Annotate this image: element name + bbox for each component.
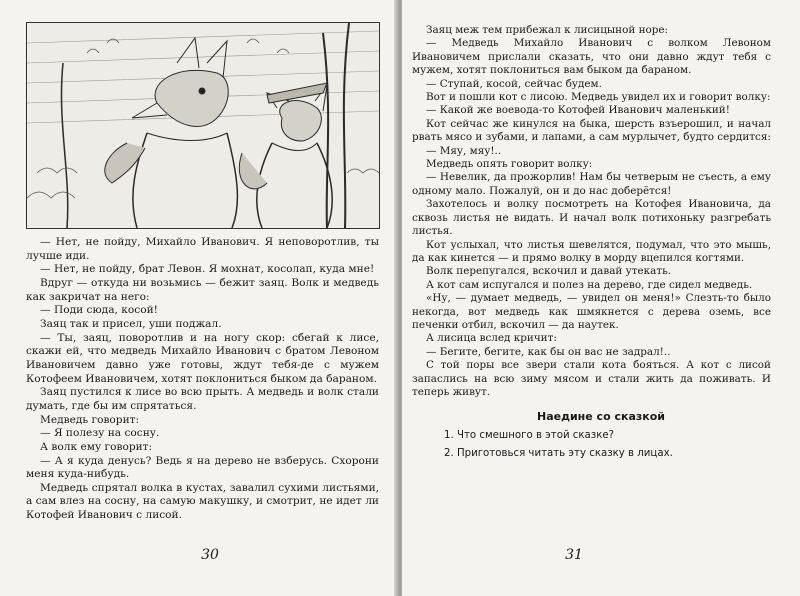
- task-item: 1. Что смешного в этой сказке?: [444, 430, 615, 441]
- page-number-right: 31: [565, 547, 583, 563]
- paragraph: Кот сейчас же кинулся на быка, шерсть взъерошил, и начал рвать мясо и зубами, и лапами, а сам мурлычет, будто сердится:: [412, 117, 771, 144]
- paragraph: Медведь опять говорит волку:: [426, 158, 593, 171]
- paragraph: — Нет, не пойду, Михайло Иванович. Я неповоротлив, ты лучше иди.: [26, 236, 379, 262]
- paragraph: А волк ему говорит:: [40, 440, 153, 453]
- paragraph: — Нет, не пойду, брат Левон. Я мохнат, косолап, куда мне!: [40, 263, 375, 276]
- paragraph: А кот сам испугался и полез на дерево, где сидел медведь.: [426, 278, 753, 291]
- section-heading: Наедине со сказкой: [536, 410, 665, 423]
- paragraph: — А я куда денусь? Ведь я на дерево не взберусь. Схорони меня куда-нибудь.: [26, 454, 379, 481]
- paragraph: — Я полезу на сосну.: [40, 427, 160, 440]
- paragraph: — Какой же воевода-то Котофей Иванович маленький!: [426, 104, 730, 117]
- paragraph: — Поди сюда, косой!: [40, 304, 158, 317]
- paragraph: Кот услыхал, что листья шевелятся, подумал, что это мышь, да как кинется — и прямо волку в морду вцепился когтями.: [412, 238, 771, 264]
- illustration-wolf-and-cat: [26, 22, 380, 229]
- paragraph: Медведь говорит:: [40, 413, 140, 426]
- left-page-text: [26, 236, 379, 523]
- engraving-drawing: [27, 23, 379, 228]
- paragraph: Заяц меж тем прибежал к лисицыной норе:: [426, 24, 669, 36]
- paragraph: Заяц пустился к лисе во всю прыть. А медведь и волк стали думать, где бы им спрятаться.: [26, 386, 379, 412]
- paragraph: — Невелик, да прожорлив! Нам бы четверым не съесть, а ему одному мало. Пожалуй, он и до нас доберётся!: [412, 171, 771, 197]
- paragraph: Вдруг — откуда ни возьмись — бежит заяц. Волк и медведь как закричат на него:: [26, 276, 379, 303]
- paragraph: — Ты, заяц, поворотлив и на ногу скор: сбегай к лисе, скажи ей, что медведь Михайло Иванович с братом Левоном Ивановичем давно уже готовы, ждут тебя-де с мужем Котофеем Ивановичем, хотят поклониться быком да бараном.: [26, 331, 379, 385]
- paragraph: Захотелось и волку посмотреть на Котофея Ивановича, да сквозь листья не видать. И начал волк потихоньку разгребать листья.: [412, 198, 771, 238]
- paragraph: «Ну, — думает медведь, — увидел он меня!» Слезть-то было некогда, вот медведь как шмякнется с дерева оземь, все печенки отбил, вскочил — да наутек.: [412, 292, 771, 331]
- page-number-left: 30: [201, 547, 219, 563]
- paragraph: Волк перепугался, вскочил и давай утекать.: [426, 265, 672, 278]
- left-page: [0, 0, 398, 596]
- right-page-text: [412, 24, 771, 399]
- task-item: 2. Приготовься читать эту сказку в лицах.: [444, 448, 673, 459]
- paragraph: — Медведь Михайло Иванович с волком Левоном Ивановичем прислали сказать, что они давно ждут тебя с мужем, хотят поклониться вам быком да бараном.: [412, 37, 771, 77]
- paragraph: Вот и пошли кот с лисою. Медведь увидел их и говорит волку:: [426, 91, 771, 104]
- right-page: [402, 0, 800, 596]
- paragraph: Заяц так и присел, уши поджал.: [40, 317, 222, 330]
- paragraph: А лисица вслед кричит:: [426, 332, 557, 345]
- paragraph: Медведь спрятал волка в кустах, завалил сухими листьями, а сам влез на сосну, на самую макушку, и смотрит, не идет ли Котофей Иванович с лисой.: [26, 481, 379, 522]
- paragraph: — Бегите, бегите, как бы он вас не задрал!..: [426, 345, 671, 358]
- paragraph: — Мяу, мяу!..: [426, 144, 502, 157]
- paragraph: — Ступай, косой, сейчас будем.: [426, 77, 602, 90]
- task-list: [444, 427, 774, 463]
- paragraph: С той поры все звери стали кота бояться. А кот с лисой запаслись на всю зиму мясом и стали жить да поживать. И теперь живут.: [412, 359, 771, 398]
